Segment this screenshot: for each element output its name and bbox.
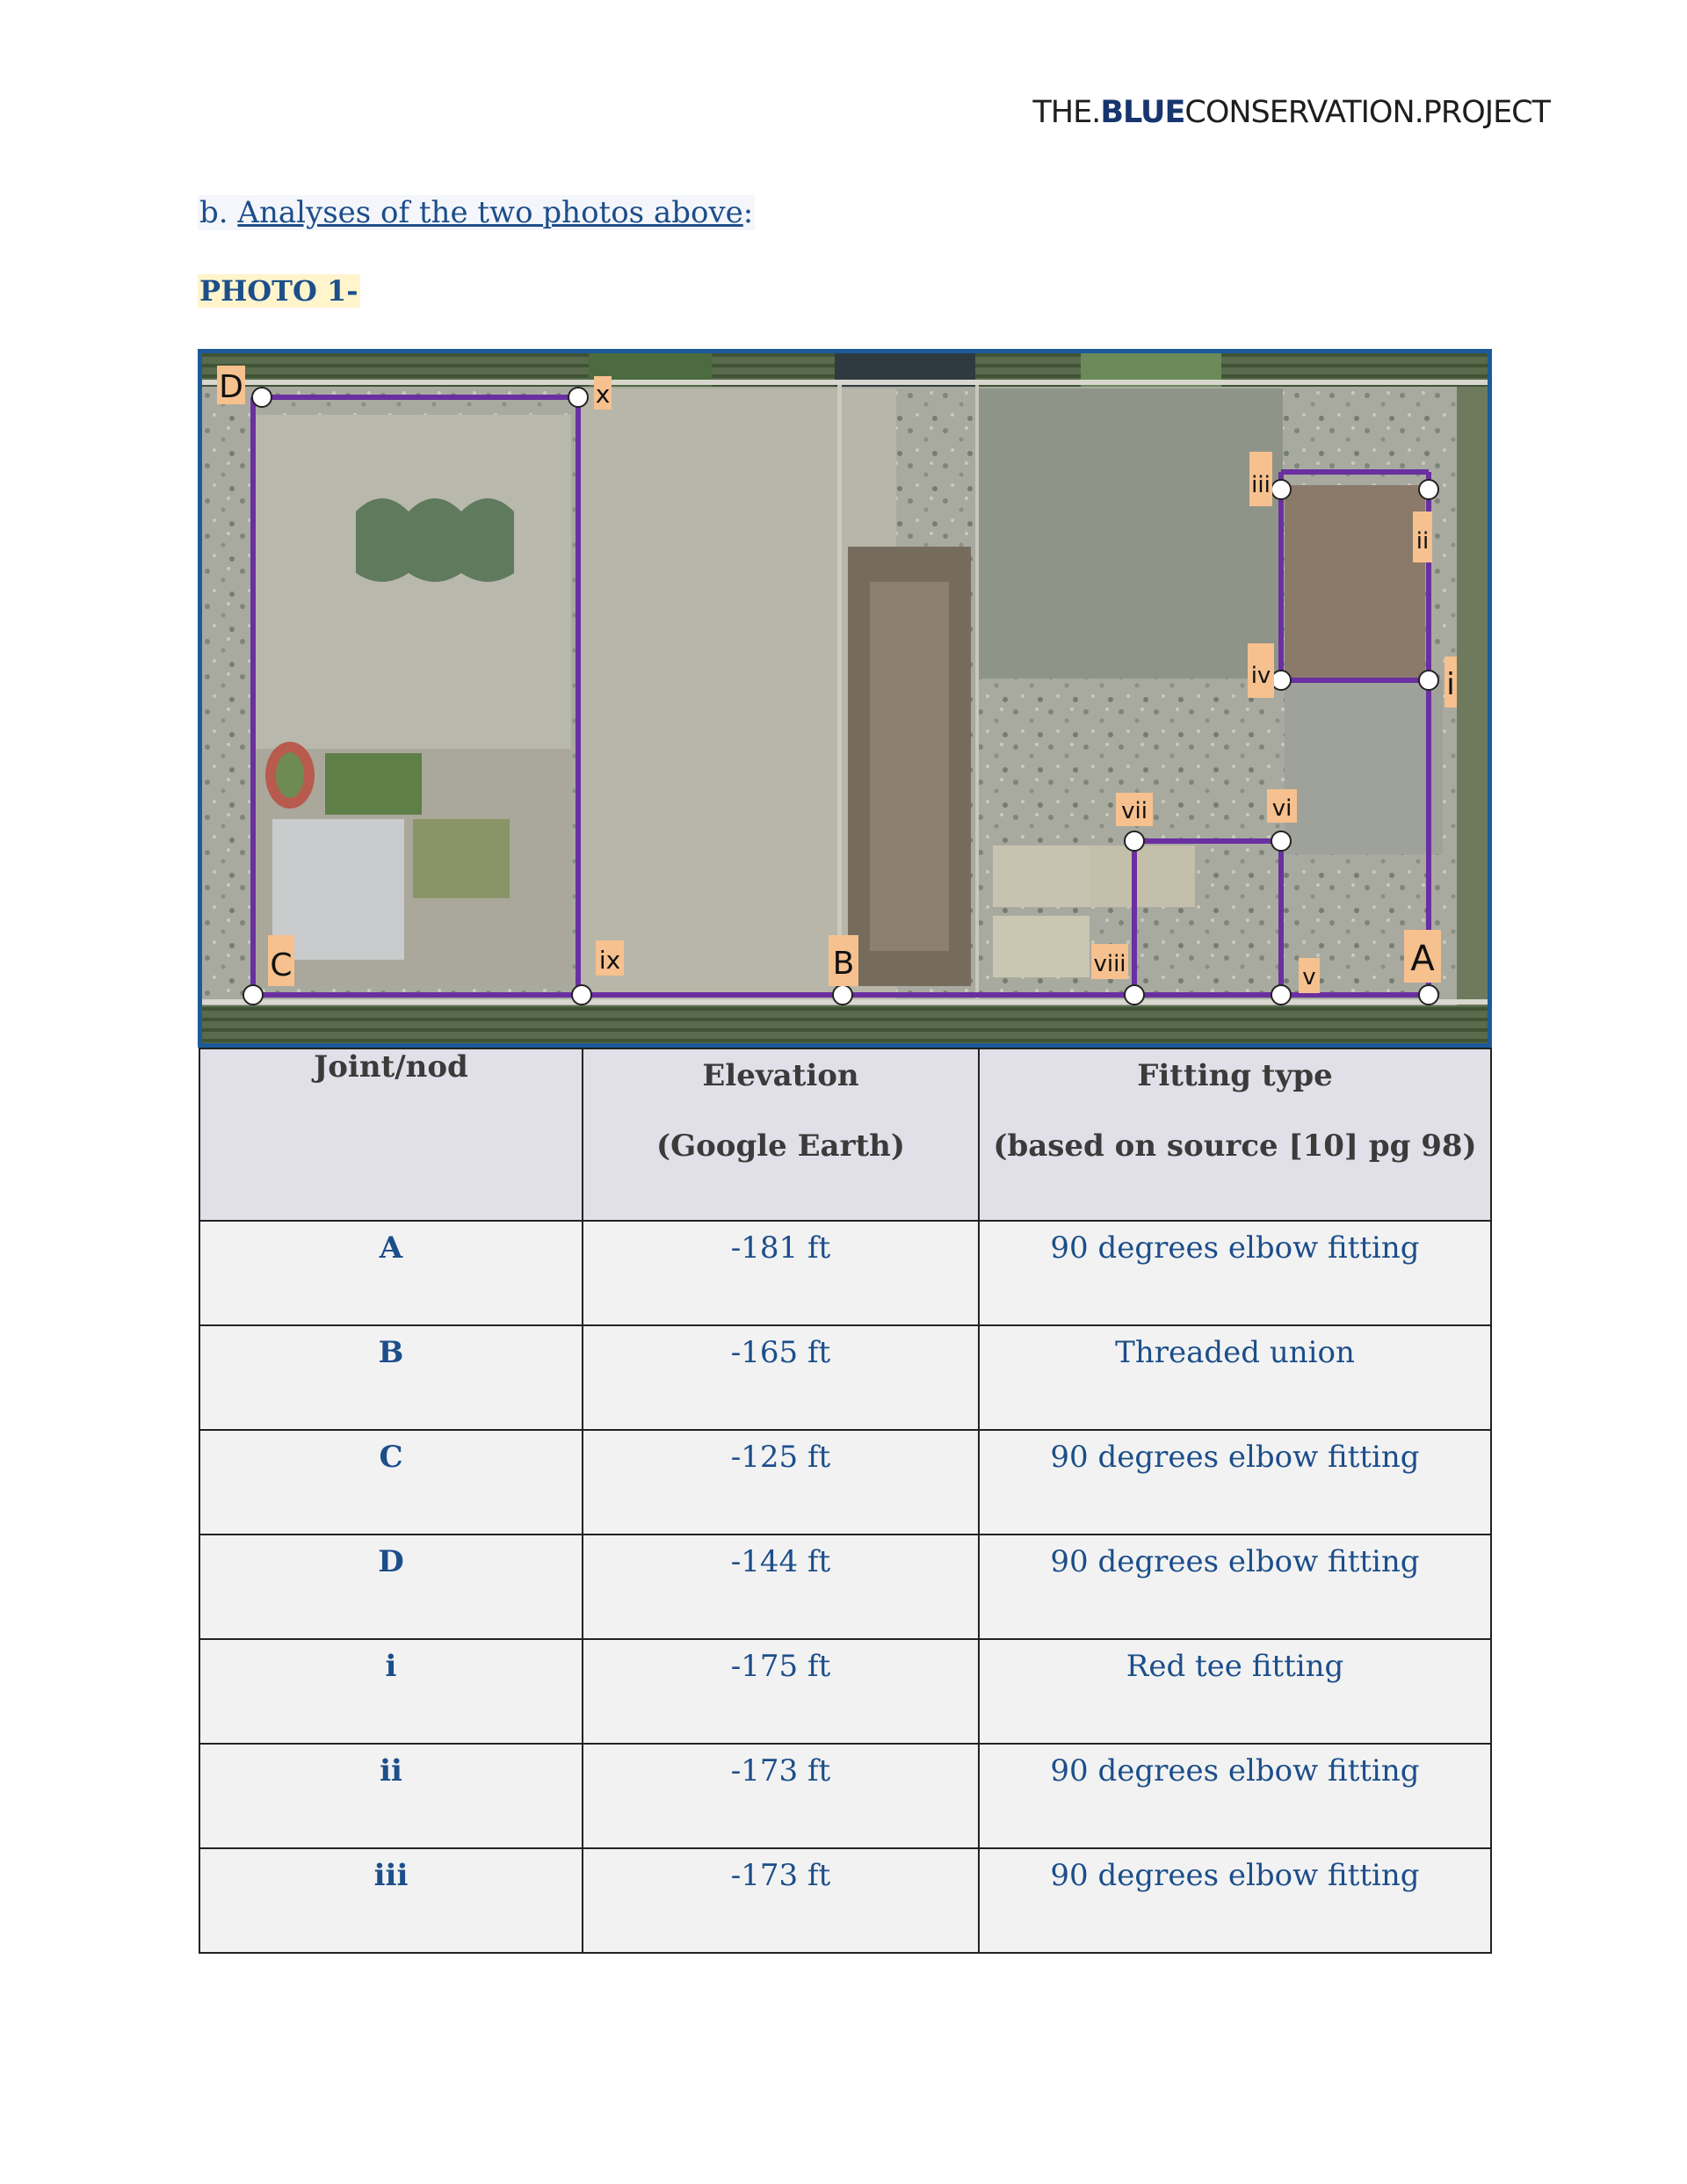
label-iv: iv bbox=[1250, 663, 1271, 689]
table-row bbox=[199, 1535, 1491, 1639]
table-row bbox=[199, 1744, 1491, 1848]
cell-fitting: 90 degrees elbow fitting bbox=[979, 1221, 1491, 1325]
joint-elevation-table bbox=[199, 1048, 1492, 1954]
brand-suffix: CONSERVATION.PROJECT bbox=[1184, 95, 1550, 130]
table-header-row bbox=[199, 1048, 1491, 1221]
cell-joint: B bbox=[199, 1325, 583, 1430]
header-fitting-line1: Fitting type bbox=[1137, 1058, 1333, 1093]
node-x bbox=[568, 388, 588, 407]
brand-logo bbox=[1032, 95, 1550, 130]
label-A: A bbox=[1410, 939, 1435, 979]
cell-joint: C bbox=[199, 1430, 583, 1535]
table-row bbox=[199, 1639, 1491, 1744]
table-row bbox=[199, 1430, 1491, 1535]
cell-fitting: 90 degrees elbow fitting bbox=[979, 1430, 1491, 1535]
label-vi: vi bbox=[1271, 795, 1292, 822]
brand-accent: BLUE bbox=[1100, 95, 1185, 130]
cell-fitting: 90 degrees elbow fitting bbox=[979, 1848, 1491, 1953]
node-vi bbox=[1271, 831, 1291, 851]
table-row bbox=[199, 1325, 1491, 1430]
cell-joint: A bbox=[199, 1221, 583, 1325]
header-elevation bbox=[583, 1048, 979, 1221]
cell-elevation: -125 ft bbox=[583, 1430, 979, 1535]
cell-elevation: -181 ft bbox=[583, 1221, 979, 1325]
label-v: v bbox=[1302, 964, 1316, 990]
cell-elevation: -173 ft bbox=[583, 1744, 979, 1848]
node-i bbox=[1419, 671, 1438, 690]
header-fitting-line2: (based on source [10] pg 98) bbox=[993, 1128, 1477, 1164]
node-A bbox=[1419, 985, 1438, 1005]
label-i: i bbox=[1446, 667, 1455, 702]
node-vii bbox=[1125, 831, 1144, 851]
table-row bbox=[199, 1221, 1491, 1325]
cell-fitting: 90 degrees elbow fitting bbox=[979, 1535, 1491, 1639]
brand-prefix: THE. bbox=[1032, 95, 1101, 130]
section-link[interactable]: Analyses of the two photos above bbox=[237, 195, 743, 230]
node-iii bbox=[1271, 480, 1291, 499]
label-vii: vii bbox=[1121, 798, 1148, 824]
node-iv bbox=[1271, 671, 1291, 690]
cell-elevation: -144 ft bbox=[583, 1535, 979, 1639]
label-C: C bbox=[270, 947, 293, 983]
cell-fitting: Red tee fitting bbox=[979, 1639, 1491, 1744]
node-ix bbox=[572, 985, 591, 1005]
header-joint: Joint/nod bbox=[199, 1048, 583, 1221]
node-D bbox=[252, 388, 272, 407]
node-B bbox=[833, 985, 852, 1005]
cell-elevation: -175 ft bbox=[583, 1639, 979, 1744]
node-viii bbox=[1125, 985, 1144, 1005]
photo-label: PHOTO 1- bbox=[199, 274, 358, 308]
label-iii: iii bbox=[1251, 472, 1271, 498]
cell-elevation: -165 ft bbox=[583, 1325, 979, 1430]
node-C bbox=[243, 985, 263, 1005]
header-elevation-line1: Elevation bbox=[702, 1058, 859, 1093]
label-ii: ii bbox=[1415, 528, 1430, 555]
cell-elevation: -173 ft bbox=[583, 1848, 979, 1953]
section-suffix: : bbox=[742, 195, 754, 230]
cell-joint: i bbox=[199, 1639, 583, 1744]
aerial-photo bbox=[198, 349, 1492, 1048]
cell-fitting: Threaded union bbox=[979, 1325, 1491, 1430]
cell-fitting: 90 degrees elbow fitting bbox=[979, 1744, 1491, 1848]
label-x: x bbox=[595, 380, 611, 409]
node-v bbox=[1271, 985, 1291, 1005]
label-D: D bbox=[219, 369, 243, 405]
label-ix: ix bbox=[598, 946, 621, 975]
section-prefix: b. bbox=[199, 195, 238, 230]
section-heading bbox=[198, 195, 755, 230]
table-row bbox=[199, 1848, 1491, 1953]
label-B: B bbox=[832, 946, 855, 982]
header-elevation-line2: (Google Earth) bbox=[655, 1128, 905, 1164]
cell-joint: D bbox=[199, 1535, 583, 1639]
header-fitting bbox=[979, 1048, 1491, 1221]
label-viii: viii bbox=[1093, 951, 1126, 977]
cell-joint: iii bbox=[199, 1848, 583, 1953]
node-ii bbox=[1419, 480, 1438, 499]
cell-joint: ii bbox=[199, 1744, 583, 1848]
